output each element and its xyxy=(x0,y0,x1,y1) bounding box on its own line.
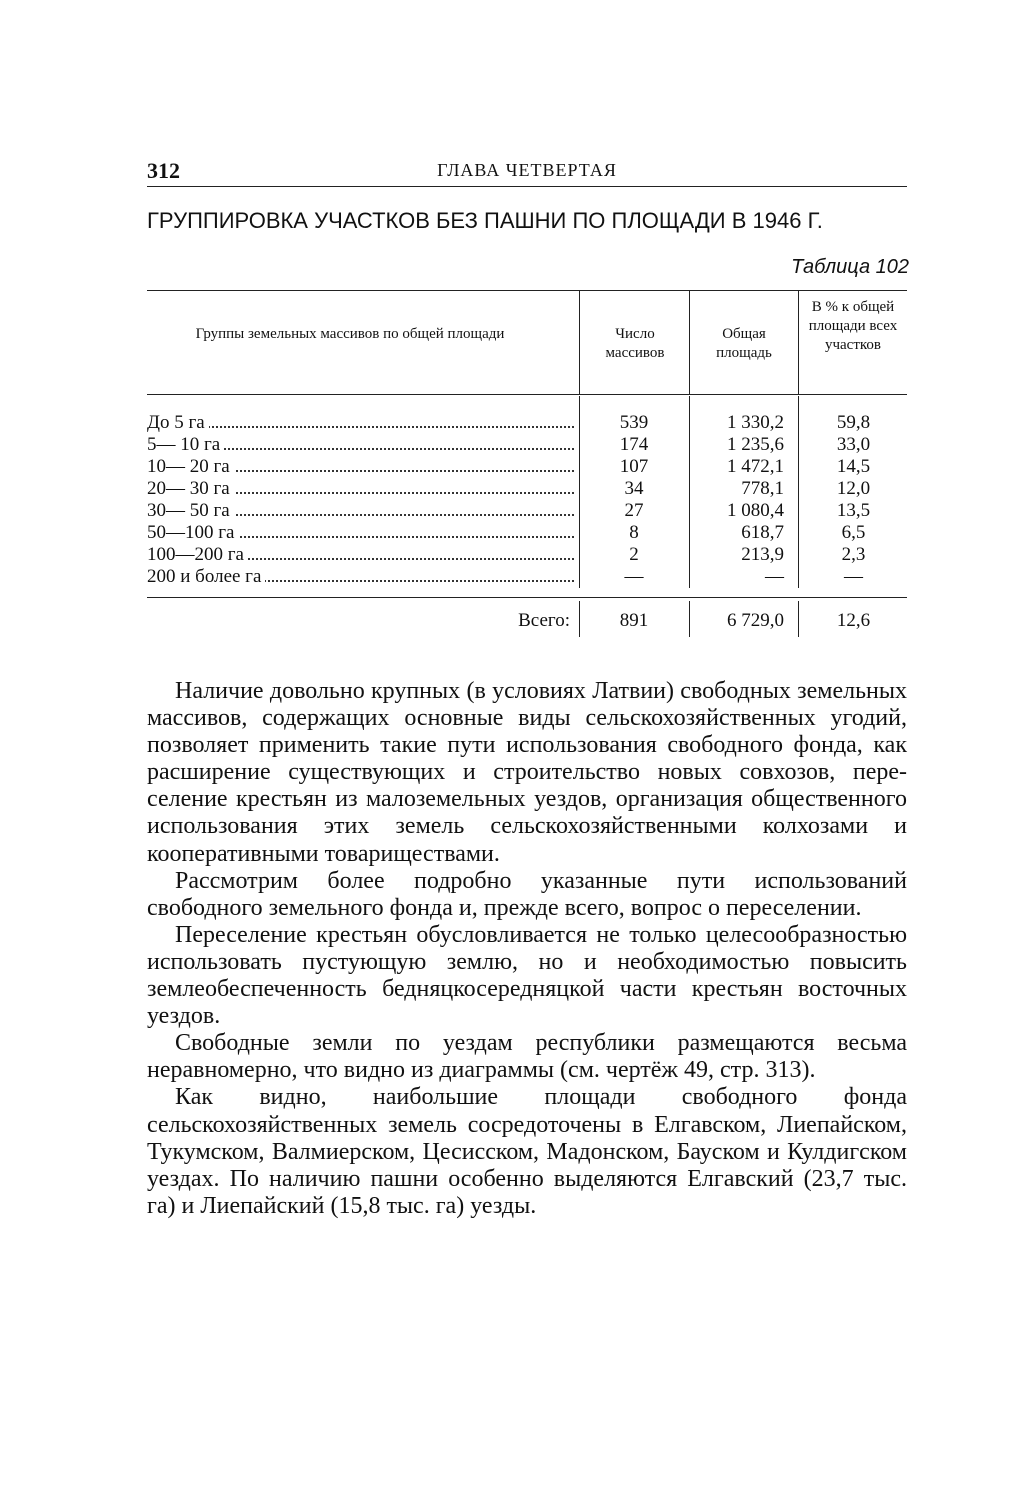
paragraph: Свободные земли по уездам республики размещаются весьма неравномерно, что видно из диаграммы (см. чертёж 49, стр. 313). xyxy=(147,1030,907,1084)
row-group-label: 30— 50 га xyxy=(147,500,574,522)
row-area: 1 330,2 xyxy=(727,412,784,433)
row-count: 107 xyxy=(619,456,649,477)
row-area: 1 080,4 xyxy=(727,500,784,521)
row-percent: — xyxy=(844,566,863,587)
row-group-label: 5— 10 га xyxy=(147,434,574,456)
row-count: 539 xyxy=(619,412,649,433)
paragraph: Наличие довольно крупных (в условиях Латвии) свободных земельных массивов, содержащих основные виды сельскохозяйственных угодий, позволяет применить такие пути использования свободного фонда, как расширение существующих и строительство новых совхозов, переселение крестьян из малоземельных уездов, организация общественного использования этих земель сельскохозяйственными колхозами и кооперативными товариществами. xyxy=(147,678,907,867)
header-percent: В % к общей площади всех участков xyxy=(808,299,898,353)
chapter-title: ГЛАВА ЧЕТВЕРТАЯ xyxy=(437,160,617,180)
row-group-label: До 5 га xyxy=(147,412,574,434)
row-count: 34 xyxy=(624,478,644,499)
row-group-label: 50—100 га xyxy=(147,522,574,544)
header-count: Число массивов xyxy=(605,326,665,361)
total-rule xyxy=(147,597,907,598)
row-percent: 59,8 xyxy=(836,412,871,433)
row-area: 1 472,1 xyxy=(727,456,784,477)
total-count: 891 xyxy=(619,610,649,631)
paragraph: Переселение крестьян обусловливается не только целесообразностью использовать пустующую землю, но и необходимостью повысить землеобеспеченность бедняцкосередняцкой части крестьян восточных уездов. xyxy=(147,921,907,1030)
row-percent: 2,3 xyxy=(841,544,866,565)
row-percent: 6,5 xyxy=(841,522,866,543)
table-number: Таблица 102 xyxy=(791,256,909,278)
paragraph: Как видно, наибольшие площади свободного фонда сельскохозяйственных земель сосредоточены в Елгавском, Лиепайском, Тукумском, Валмиерском, Цесисском, Мадонском, Бауском и Кулдигском уездах. По наличию пашни особенно выделяются Елгавский (23,7 тыс. га) и Лиепайский (15,8 тыс. га) уезды. xyxy=(147,1084,907,1219)
column-divider xyxy=(798,601,799,637)
column-divider xyxy=(579,290,580,394)
row-area: 1 235,6 xyxy=(727,434,784,455)
row-percent: 12,0 xyxy=(836,478,871,499)
row-area: 213,9 xyxy=(741,544,784,565)
row-count: 2 xyxy=(629,544,639,565)
column-divider xyxy=(798,290,799,394)
row-percent: 14,5 xyxy=(836,456,871,477)
total-area: 6 729,0 xyxy=(727,610,784,631)
row-percent: 13,5 xyxy=(836,500,871,521)
row-area: 778,1 xyxy=(741,478,784,499)
header-group: Группы земельных массивов по общей площади xyxy=(195,326,505,342)
row-area: — xyxy=(765,566,784,587)
header-area: Общая площадь xyxy=(716,326,772,361)
body-text xyxy=(147,678,907,1220)
header-bottom-rule xyxy=(147,394,907,395)
row-count: — xyxy=(624,566,644,587)
total-percent: 12,6 xyxy=(836,610,871,631)
running-head xyxy=(147,152,907,187)
total-label: Всего: xyxy=(518,610,570,631)
row-area: 618,7 xyxy=(741,522,784,543)
row-percent: 33,0 xyxy=(836,434,871,455)
row-group-label: 20— 30 га xyxy=(147,478,574,500)
column-divider xyxy=(798,396,799,588)
paragraph: Рассмотрим более подробно указанные пути использований свободного земельного фонда и, прежде всего, вопрос о переселении. xyxy=(147,867,907,921)
table-top-rule xyxy=(147,290,907,291)
table-title: ГРУППИРОВКА УЧАСТКОВ БЕЗ ПАШНИ ПО ПЛОЩАДИ В 1946 Г. xyxy=(147,208,823,233)
row-group-label: 200 и более га xyxy=(147,566,574,588)
row-count: 8 xyxy=(629,522,639,543)
row-count: 174 xyxy=(619,434,649,455)
column-divider xyxy=(689,290,690,394)
row-group-label: 10— 20 га xyxy=(147,456,574,478)
row-count: 27 xyxy=(624,500,644,521)
row-group-label: 100—200 га xyxy=(147,544,574,566)
page-number: 312 xyxy=(147,158,180,183)
